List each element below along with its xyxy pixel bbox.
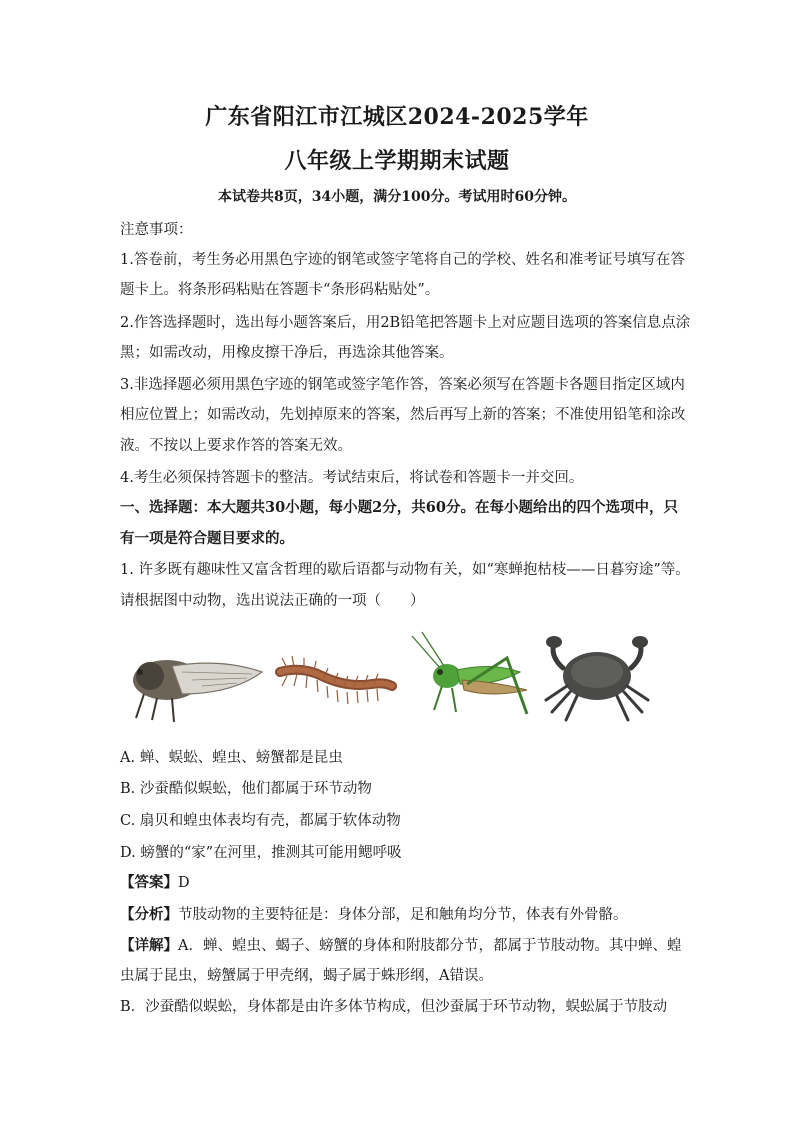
animal-figure: [122, 628, 672, 728]
exam-info: 本试卷共8页，34小题，满分100分。考试用时60分钟。: [218, 189, 576, 205]
answer-label: 【答案】: [120, 874, 178, 891]
notes-line: 相应位置上；如需改动，先划掉原来的答案，然后再写上新的答案；不准使用铅笔和涂改: [120, 407, 686, 423]
answer-value: D: [178, 875, 190, 891]
question-stem-line1: 1. 许多既有趣味性又富含哲理的歇后语都与动物有关，如“寒蝉抱枯枝——日暮穷途”等。: [120, 562, 690, 578]
analysis-label: 【分析】: [120, 906, 178, 923]
detail-line2: 虫属于昆虫，螃蟹属于甲壳纲，蝎子属于蛛形纲，A错误。: [120, 968, 493, 984]
detail-label: 【详解】: [120, 937, 178, 954]
notes-line: 题卡上。将条形码粘贴在答题卡“条形码粘贴处”。: [120, 282, 440, 298]
option-d: D. 螃蟹的“家”在河里，推测其可能用鳃呼吸: [120, 845, 402, 861]
notes-line: 1.答卷前，考生务必用黑色字迹的钢笔或签字笔将自己的学校、姓名和准考证号填写在答: [120, 252, 685, 268]
detail-text: A．蝉、蝗虫、蝎子、螃蟹的身体和附肢都分节，都属于节肢动物。其中蝉、蝗: [178, 938, 682, 954]
notes-line: 2.作答选择题时，选出每小题答案后，用2B铅笔把答题卡上对应题目选项的答案信息点涂: [120, 315, 691, 331]
cicada-image: [133, 660, 262, 722]
notes-line: 3.非选择题必须用黑色字迹的钢笔或签字笔作答，答案必须写在答题卡各题目指定区域内: [120, 377, 685, 393]
centipede-image: [280, 656, 392, 704]
notes-line: 4.考生必须保持答题卡的整洁。考试结束后，将试卷和答题卡一并交回。: [120, 470, 584, 486]
section-heading-line1: 一、选择题：本大题共30小题，每小题2分，共60分。在每小题给出的四个选项中，只: [120, 499, 678, 516]
detail-line3: B．沙蚕酷似蜈蚣，身体都是由许多体节构成，但沙蚕属于环节动物，蜈蚣属于节肢动: [120, 999, 668, 1015]
section-heading-line2: 有一项是符合题目要求的。: [120, 530, 294, 547]
analysis-line: [120, 905, 680, 925]
notes-heading: 注意事项：: [120, 222, 193, 238]
detail-line1: [120, 936, 680, 956]
crab-image: [546, 636, 648, 720]
option-c: C. 扇贝和蝗虫体表均有壳，都属于软体动物: [120, 813, 401, 829]
option-b: B. 沙蚕酷似蜈蚣，他们都属于环节动物: [120, 781, 372, 797]
option-a: A. 蝉、蜈蚣、蝗虫、螃蟹都是昆虫: [120, 750, 343, 766]
page-title-line2: 八年级上学期期末试题: [284, 148, 510, 174]
page-title-line1: 广东省阳江市江城区2024-2025学年: [205, 104, 589, 130]
answer-line: [120, 873, 680, 893]
notes-line: 液。不按以上要求作答的答案无效。: [120, 438, 352, 454]
question-stem-line2: 请根据图中动物，选出说法正确的一项（ ）: [120, 593, 425, 609]
grasshopper-image: [412, 632, 527, 714]
analysis-text: 节肢动物的主要特征是：身体分部，足和触角均分节，体表有外骨骼。: [178, 907, 628, 923]
notes-line: 黑；如需改动，用橡皮擦干净后，再选涂其他答案。: [120, 345, 454, 361]
